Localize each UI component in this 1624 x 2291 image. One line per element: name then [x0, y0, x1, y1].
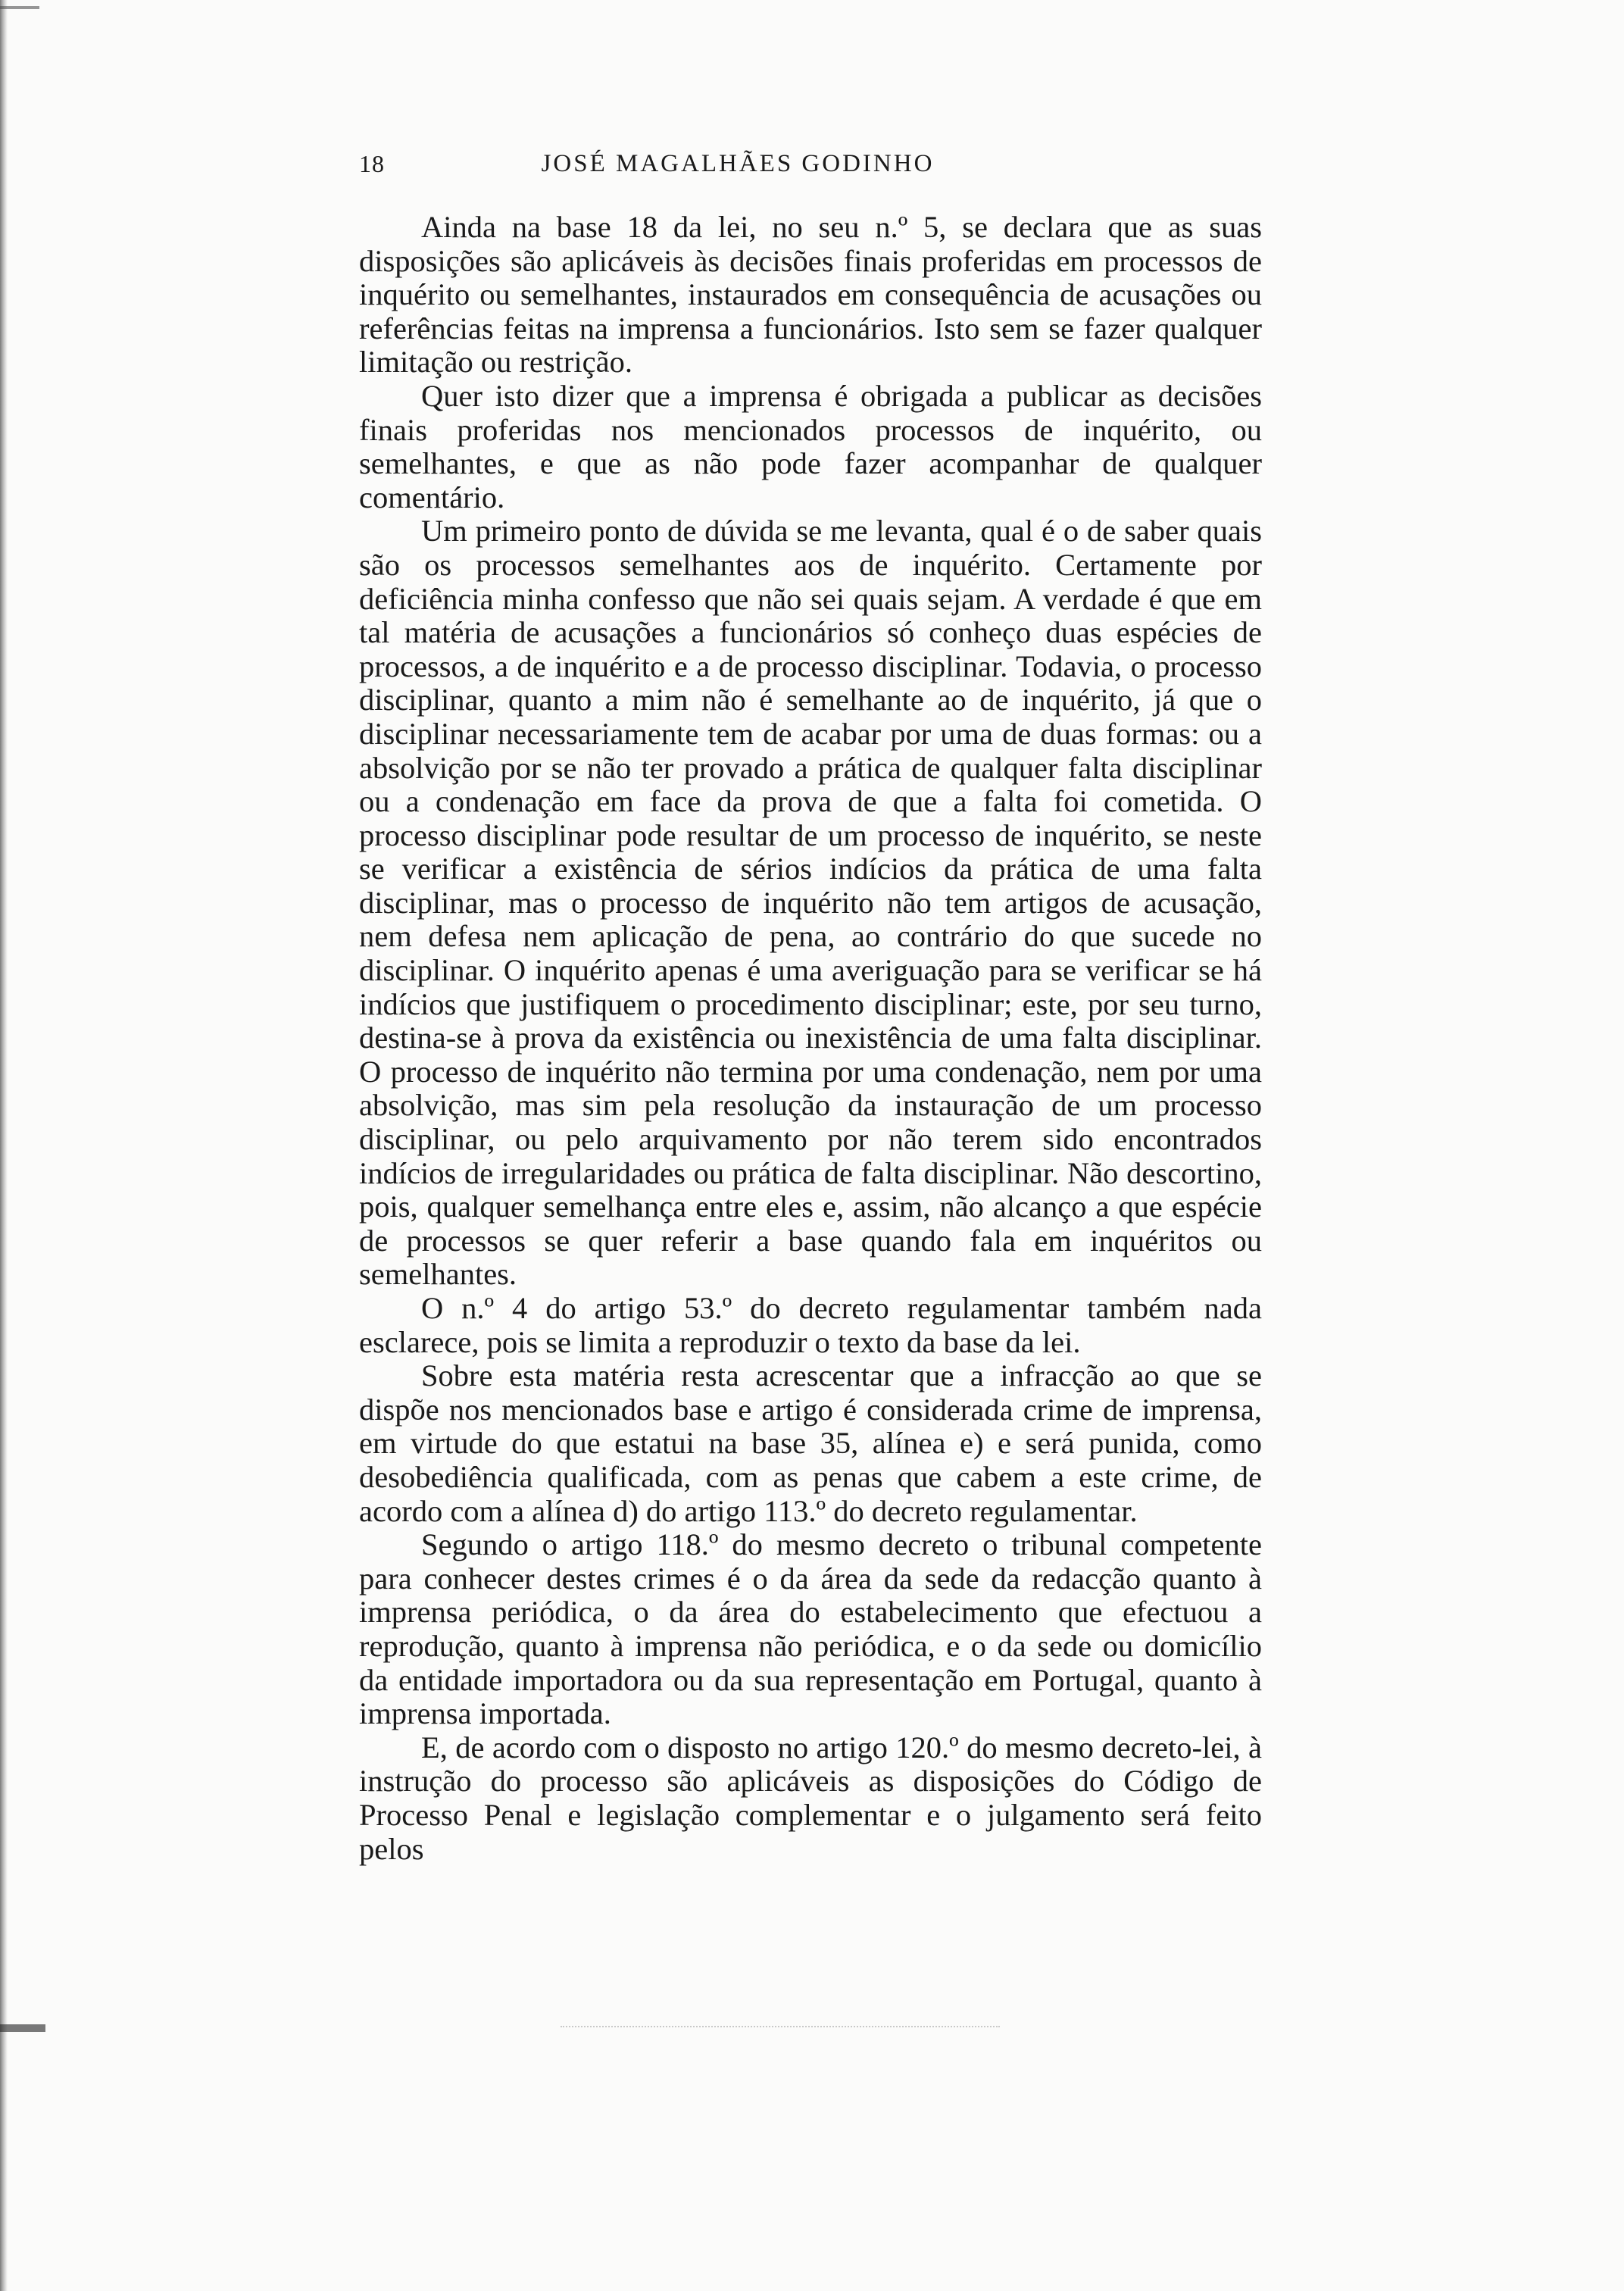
- paragraph: Sobre esta matéria resta acrescentar que a infracção ao que se dispõe nos mencionados base e artigo é considerada crime de imprensa, em virtude do que estatui na base 35, alínea e) e será punida, como desobediência qualificada, com as penas que cabem a este crime, de acordo com a alínea d) do artigo 113.º do decreto regulamentar.: [359, 1358, 1262, 1528]
- page-number: 18: [359, 150, 385, 177]
- scan-edge-mark-top: [0, 6, 39, 9]
- body-text: [359, 211, 1262, 1866]
- scan-artifact-dots: [561, 2026, 1000, 2030]
- paragraph: O n.º 4 do artigo 53.º do decreto regulamentar também nada esclarece, pois se limita a reproduzir o texto da base da lei.: [359, 1291, 1262, 1359]
- paragraph: E, de acordo com o disposto no artigo 120.º do mesmo decreto-lei, à instrução do processo são aplicáveis as disposições do Código de Processo Penal e legislação complementar e o julgamento será feito pelos: [359, 1730, 1262, 1866]
- scan-edge-mark-bottom: [0, 2024, 45, 2032]
- running-head: [359, 150, 1116, 188]
- paragraph: Quer isto dizer que a imprensa é obrigada a publicar as decisões finais proferidas nos mencionados processos de inquérito, ou semelhantes, e que as não pode fazer acompanhar de qualquer comentário.: [359, 378, 1262, 514]
- paragraph: Um primeiro ponto de dúvida se me levanta, qual é o de saber quais são os processos semelhantes aos de inquérito. Certamente por deficiência minha confesso que não sei quais sejam. A verdade é que em tal matéria de acusações a funcionários só conheço duas espécies de processos, a de inquérito e a de processo disciplinar. Todavia, o processo disciplinar, quanto a mim não é semelhante ao de inquérito, já que o disciplinar necessariamente tem de acabar por uma de duas formas: ou a absolvição por se não ter provado a prática de qualquer falta disciplinar ou a condenação em face da prova de que a falta foi cometida. O processo disciplinar pode resultar de um processo de inquérito, se neste se verificar a existência de sérios indícios da prática de uma falta disciplinar, mas o processo de inquérito não tem artigos de acusação, nem defesa nem aplicação de pena, ao contrário do que sucede no disciplinar. O inquérito apenas é uma averiguação para se verificar se há indícios que justifiquem o procedimento disciplinar; este, por seu turno, destina-se à prova da existência ou inexistência de uma falta disciplinar. O processo de inquérito não termina por uma condenação, nem por uma absolvição, mas sim pela resolução da instauração de um processo disciplinar, ou pelo arquivamento por não terem sido encontrados indícios de irregularidades ou prática de falta disciplinar. Não descortino, pois, qualquer semelhança entre eles e, assim, não alcanço a que espécie de processos se quer referir a base quando fala em inquéritos ou semelhantes.: [359, 514, 1262, 1292]
- paragraph: Segundo o artigo 118.º do mesmo decreto o tribunal competente para conhecer destes crimes é o da área da sede da redacção quanto à imprensa periódica, o da área do estabelecimento que efectuou a reprodução, quanto à imprensa não periódica, e o da sede ou domicílio da entidade importadora ou da sua representação em Portugal, quanto à imprensa importada.: [359, 1527, 1262, 1731]
- paragraph: Ainda na base 18 da lei, no seu n.º 5, se declara que as suas disposições são aplicáveis às decisões finais proferidas em processos de inquérito ou semelhantes, instaurados em consequência de acusações ou referências feitas na imprensa a funcionários. Isto sem se fazer qualquer limitação ou restrição.: [359, 210, 1262, 380]
- scan-edge-shadow: [0, 0, 8, 2291]
- running-title: JOSÉ MAGALHÃES GODINHO: [541, 150, 935, 177]
